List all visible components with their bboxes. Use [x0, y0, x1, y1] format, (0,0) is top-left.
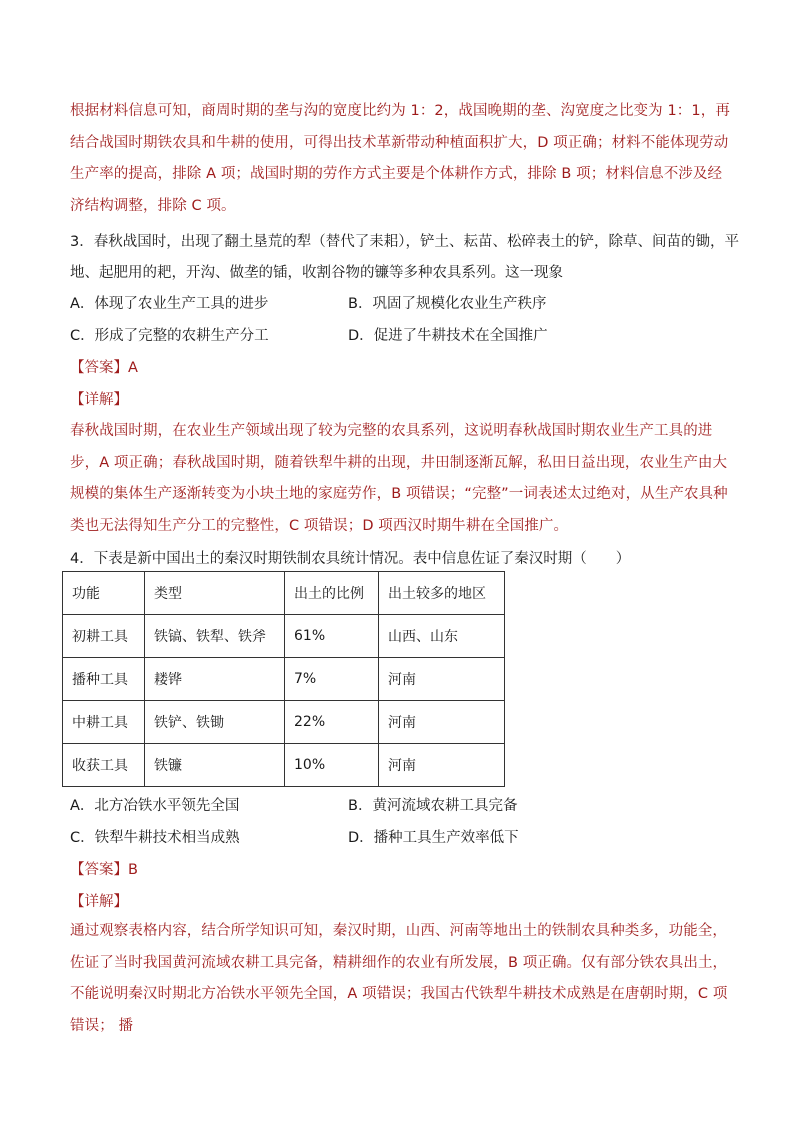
q4-option-c: C．铁犁牛耕技术相当成熟	[70, 830, 240, 846]
table-cell: 播种工具	[63, 658, 145, 701]
table-cell: 河南	[379, 658, 505, 701]
table-row	[63, 615, 505, 658]
q3-answer: 【答案】A	[70, 360, 138, 376]
table-cell: 河南	[379, 744, 505, 787]
q3-option-d: D．促进了牛耕技术在全国推广	[348, 328, 548, 344]
table-row	[63, 701, 505, 744]
table-header-row	[63, 572, 505, 615]
table-row	[63, 658, 505, 701]
q3-option-a: A．体现了农业生产工具的进步	[70, 296, 269, 312]
table-header-cell: 类型	[145, 572, 285, 615]
q3-explanation: 春秋战国时期，在农业生产领域出现了较为完整的农具系列，这说明春秋战国时期农业生产工具的进步，A 项正确；春秋战国时期，随着铁犁牛耕的出现，井田制逐渐瓦解，私田日益出现，农业生产由大规模的集体生产逐渐转变为小块土地的家庭劳作，B 项错误；“完整”一词表述太过绝对，从生产农具种类也无法得知生产分工的完整性，C 项错误；D 项西汉时期牛耕在全国推广。	[70, 423, 728, 534]
table-cell: 收获工具	[63, 744, 145, 787]
table-cell: 初耕工具	[63, 615, 145, 658]
q4-explanation: 通过观察表格内容，结合所学知识可知，秦汉时期，山西、河南等地出土的铁制农具种类多，功能全，佐证了当时我国黄河流域农耕工具完备，精耕细作的农业有所发展，B 项正确。仅有部分铁农具出土，不能说明秦汉时期北方冶铁水平领先全国，A 项错误；我国古代铁犁牛耕技术成熟是在唐朝时期，C 项错误； 播	[70, 923, 728, 1034]
q4-option-b: B．黄河流域农耕工具完备	[348, 798, 518, 814]
q4-table	[62, 571, 505, 787]
table-cell: 7%	[285, 658, 379, 701]
table-cell: 耧铧	[145, 658, 285, 701]
q4-stem: 4．下表是新中国出土的秦汉时期铁制农具统计情况。表中信息佐证了秦汉时期（ ）	[70, 551, 631, 567]
q3-detail-label: 【详解】	[70, 392, 128, 408]
q3-stem-line2: 地、起肥用的耙，开沟、做垄的锸，收割谷物的镰等多种农具系列。这一现象	[70, 265, 563, 281]
table-row	[63, 744, 505, 787]
q3-option-c: C．形成了完整的农耕生产分工	[70, 328, 269, 344]
table-cell: 10%	[285, 744, 379, 787]
table-cell: 铁镰	[145, 744, 285, 787]
table-cell: 铁镐、铁犁、铁斧	[145, 615, 285, 658]
q4-option-a: A．北方冶铁水平领先全国	[70, 798, 240, 814]
table-header-cell: 功能	[63, 572, 145, 615]
table-cell: 中耕工具	[63, 701, 145, 744]
q4-option-d: D．播种工具生产效率低下	[348, 830, 519, 846]
q3-stem-line1: 3．春秋战国时，出现了翻土垦荒的犁（替代了耒耜），铲土、耘苗、松碎表土的铲，除草、间苗的锄，平	[70, 234, 739, 250]
q4-answer: 【答案】B	[70, 862, 138, 878]
q4-detail-label: 【详解】	[70, 894, 128, 910]
table-cell: 22%	[285, 701, 379, 744]
table-header-cell: 出土较多的地区	[379, 572, 505, 615]
table-cell: 河南	[379, 701, 505, 744]
q3-option-b: B．巩固了规模化农业生产秩序	[348, 296, 547, 312]
table-cell: 铁铲、铁锄	[145, 701, 285, 744]
table-cell: 61%	[285, 615, 379, 658]
q2-explanation: 根据材料信息可知，商周时期的垄与沟的宽度比约为 1：2，战国晚期的垄、沟宽度之比变为 1：1，再结合战国时期铁农具和牛耕的使用，可得出技术革新带动种植面积扩大，D 项正确；材料不能体现劳动生产率的提高，排除 A 项；战国时期的劳作方式主要是个体耕作方式，排除 B 项；材料信息不涉及经济结构调整，排除 C 项。	[70, 103, 730, 214]
table-header-cell: 出土的比例	[285, 572, 379, 615]
table-cell: 山西、山东	[379, 615, 505, 658]
